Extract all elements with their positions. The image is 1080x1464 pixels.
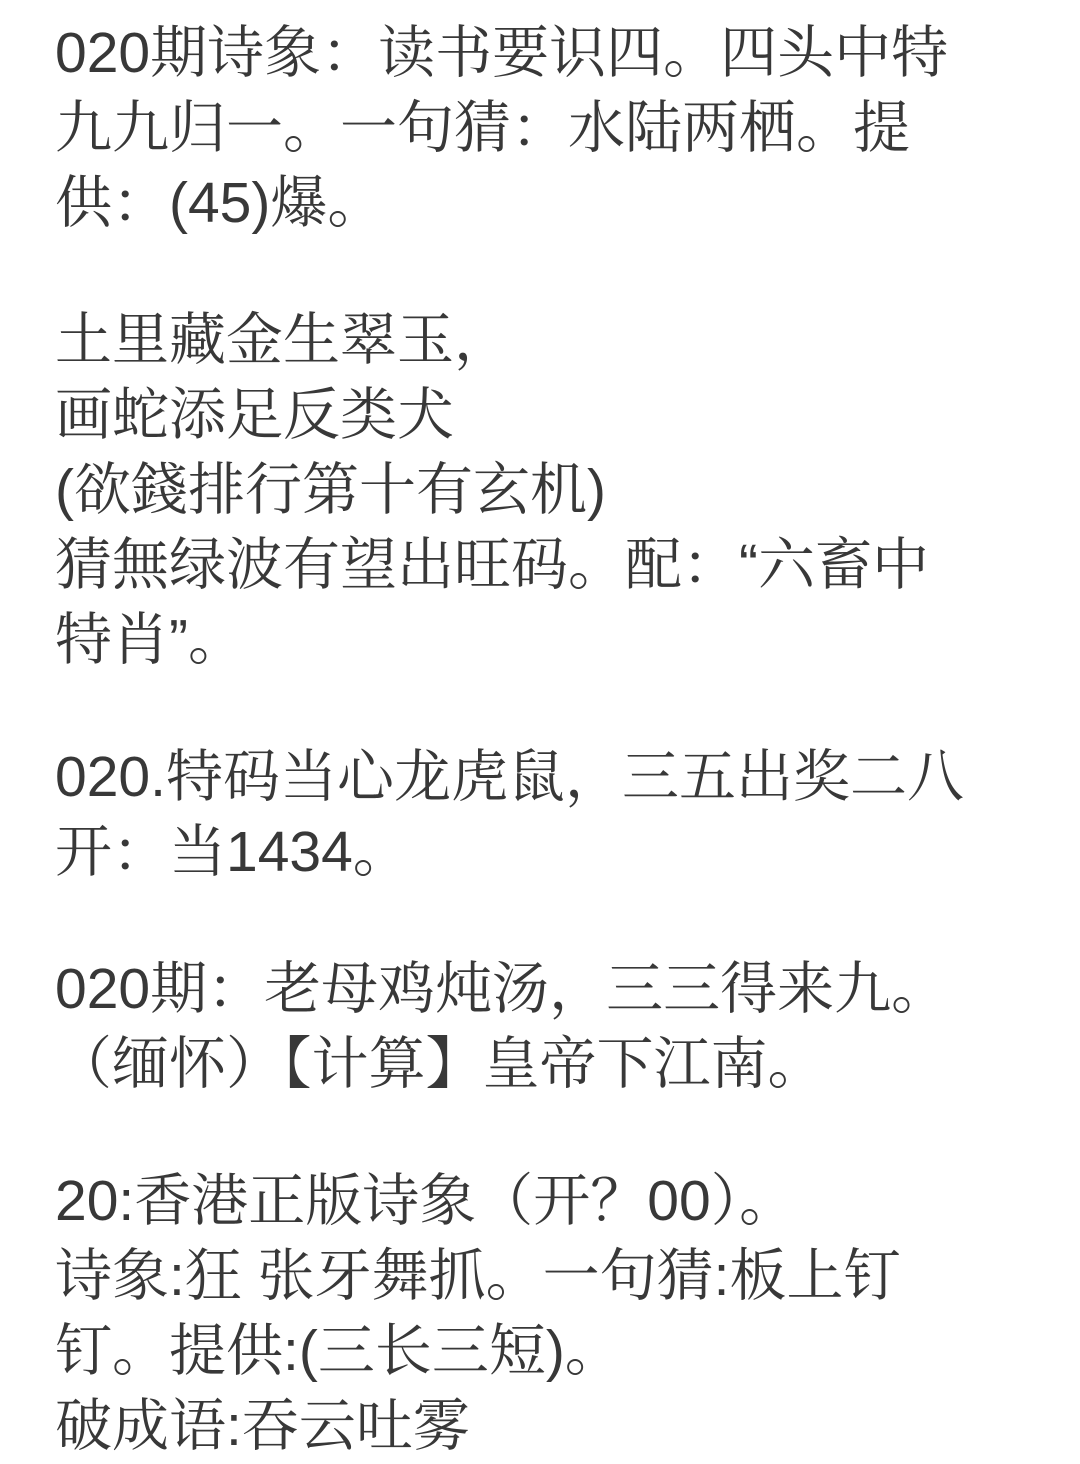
text-line: 020期：老母鸡炖汤，三三得来九。	[55, 957, 949, 1021]
text-line: (欲錢排行第十有玄机)	[55, 458, 606, 522]
paragraph-5	[55, 1164, 1040, 1464]
text-line: 特肖”。	[55, 608, 245, 672]
text-line: 画蛇添足反类犬	[55, 383, 454, 447]
text-line: 钉。提供:(三长三短)。	[55, 1319, 622, 1383]
text-line: 破成语:吞云吐雾	[55, 1394, 470, 1458]
paragraph-3	[55, 740, 1040, 890]
text-line: 供：(45)爆。	[55, 171, 385, 235]
paragraph-4	[55, 952, 1040, 1102]
text-line: （缅怀）【计算】皇帝下江南。	[55, 1032, 825, 1096]
paragraph-2	[55, 303, 1040, 678]
text-line: 九九归一。一句猜：水陆两栖。提	[55, 96, 910, 160]
text-line: 猜無绿波有望出旺码。配：“六畜中	[55, 533, 929, 597]
text-line: 020.特码当心龙虎鼠，三五出奖二八	[55, 745, 964, 809]
text-line: 020期诗象：读书要识四。四头中特	[55, 21, 949, 85]
paragraph-1	[55, 16, 1040, 241]
text-line: 20:香港正版诗象（开？00）。	[55, 1169, 797, 1233]
text-line: 土里藏金生翠玉，	[55, 308, 511, 372]
text-line: 开：当1434。	[55, 820, 410, 884]
text-line: 诗象:狂 张牙舞抓。一句猜:板上钉	[55, 1244, 901, 1308]
